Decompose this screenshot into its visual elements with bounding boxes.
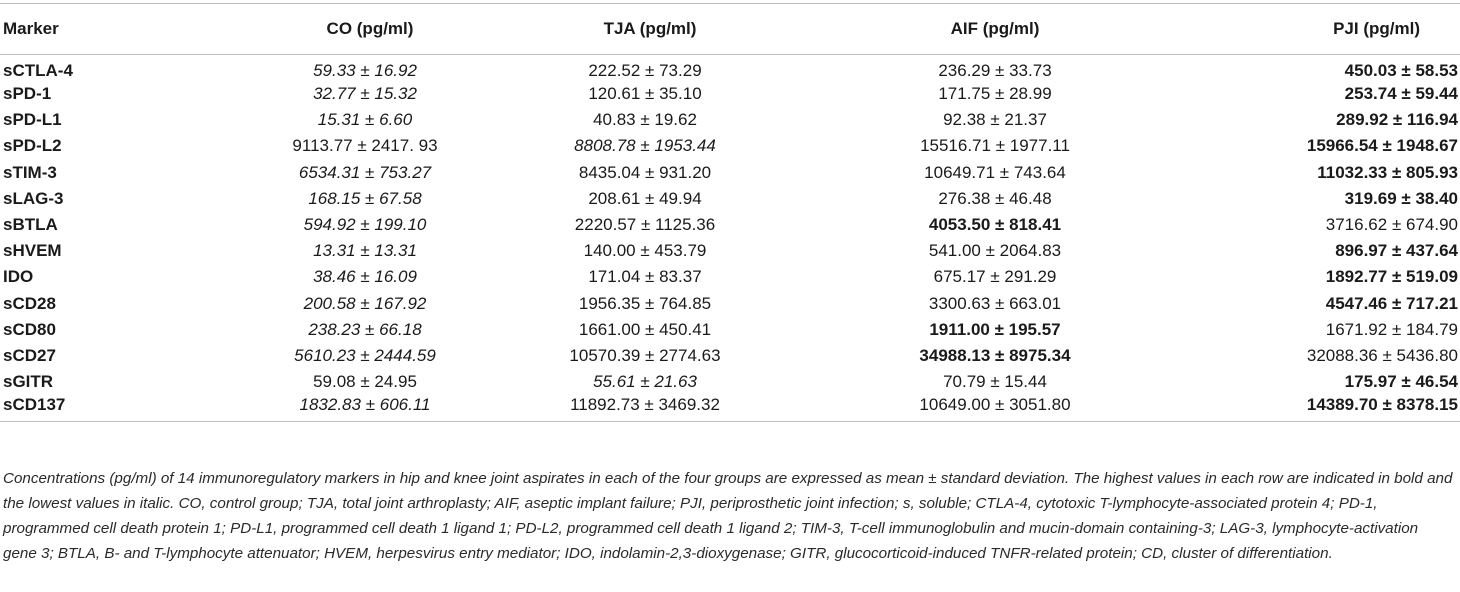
- cell-aif: 541.00 ± 2064.83: [928, 241, 1062, 261]
- cell-pji: 4547.46 ± 717.21: [1325, 293, 1458, 313]
- cell-aif: 1911.00 ± 195.57: [929, 319, 1061, 339]
- cell-marker: IDO: [3, 267, 34, 287]
- table-row: [0, 212, 1460, 238]
- cell-co: 13.31 ± 13.31: [313, 241, 417, 261]
- cell-tja: 171.04 ± 83.37: [588, 267, 702, 287]
- table-row: [0, 264, 1460, 290]
- cell-tja: 222.52 ± 73.29: [588, 61, 702, 80]
- cell-aif: 92.38 ± 21.37: [943, 110, 1047, 130]
- cell-aif: 70.79 ± 15.44: [943, 372, 1047, 392]
- cell-tja: 1661.00 ± 450.41: [578, 319, 712, 339]
- cell-pji: 11032.33 ± 805.93: [1317, 162, 1458, 182]
- cell-marker: sCD27: [3, 345, 56, 365]
- header-co: CO (pg/ml): [326, 19, 414, 38]
- cell-tja: 8808.78 ± 1953.44: [574, 136, 716, 156]
- cell-aif: 3300.63 ± 663.01: [928, 293, 1062, 313]
- cell-co: 32.77 ± 15.32: [313, 84, 417, 104]
- cell-pji: 289.92 ± 116.94: [1336, 110, 1458, 130]
- header-aif: AIF (pg/ml): [950, 19, 1040, 38]
- cell-tja: 8435.04 ± 931.20: [578, 162, 712, 182]
- cell-aif: 236.29 ± 33.73: [938, 61, 1052, 80]
- cell-co: 9113.77 ± 2417. 93: [292, 136, 438, 156]
- cell-marker: sCD137: [3, 395, 66, 415]
- cell-marker: sTIM-3: [3, 162, 57, 182]
- cell-co: 1832.83 ± 606.11: [299, 395, 431, 415]
- cell-pji: 450.03 ± 58.53: [1344, 61, 1458, 80]
- cell-aif: 10649.71 ± 743.64: [924, 162, 1066, 182]
- cell-tja: 2220.57 ± 1125.36: [574, 215, 716, 235]
- cell-co: 5610.23 ± 2444.59: [294, 345, 436, 365]
- cell-pji: 15966.54 ± 1948.67: [1306, 136, 1458, 156]
- table-row: [0, 186, 1460, 212]
- cell-tja: 11892.73 ± 3469.32: [570, 395, 720, 415]
- cell-aif: 276.38 ± 46.48: [938, 188, 1052, 208]
- header-tja: TJA (pg/ml): [603, 19, 697, 38]
- cell-marker: sPD-1: [3, 84, 52, 104]
- cell-aif: 4053.50 ± 818.41: [928, 215, 1062, 235]
- table-row: [0, 81, 1460, 107]
- table-row: [0, 55, 1460, 82]
- table-row: [0, 317, 1460, 343]
- cell-marker: sBTLA: [3, 215, 58, 235]
- cell-marker: sCTLA-4: [3, 61, 73, 80]
- cell-pji: 14389.70 ± 8378.15: [1306, 395, 1458, 415]
- cell-co: 594.92 ± 199.10: [303, 215, 427, 235]
- cell-tja: 140.00 ± 453.79: [583, 241, 707, 261]
- cell-pji: 175.97 ± 46.54: [1344, 372, 1458, 392]
- cell-pji: 1671.92 ± 184.79: [1325, 319, 1458, 339]
- table-row: [0, 395, 1460, 422]
- cell-marker: sGITR: [3, 372, 54, 392]
- table-row: [0, 369, 1460, 395]
- cell-tja: 1956.35 ± 764.85: [578, 293, 712, 313]
- table-row: [0, 160, 1460, 186]
- cell-co: 238.23 ± 66.18: [308, 319, 422, 339]
- table-row: [0, 238, 1460, 264]
- cell-pji: 1892.77 ± 519.09: [1325, 267, 1458, 287]
- cell-pji: 3716.62 ± 674.90: [1325, 215, 1458, 235]
- cell-marker: sPD-L2: [3, 136, 62, 156]
- cell-marker: sHVEM: [3, 241, 62, 261]
- cell-marker: sLAG-3: [3, 188, 64, 208]
- table-row: [0, 291, 1460, 317]
- cell-aif: 15516.71 ± 1977.11: [920, 136, 1070, 156]
- cell-aif: 675.17 ± 291.29: [933, 267, 1057, 287]
- table-row: [0, 107, 1460, 133]
- table-header: [0, 4, 1460, 55]
- header-row: [0, 4, 1460, 55]
- cell-co: 59.08 ± 24.95: [313, 372, 417, 392]
- cell-aif: 34988.13 ± 8975.34: [919, 345, 1071, 365]
- table-row: [0, 343, 1460, 369]
- cell-pji: 32088.36 ± 5436.80: [1306, 345, 1458, 365]
- cell-marker: sCD80: [3, 319, 56, 339]
- cell-aif: 171.75 ± 28.99: [938, 84, 1052, 104]
- marker-concentration-table: [0, 3, 1460, 422]
- cell-marker: sCD28: [3, 293, 56, 313]
- cell-co: 200.58 ± 167.92: [303, 293, 427, 313]
- cell-co: 59.33 ± 16.92: [313, 61, 417, 80]
- cell-pji: 319.69 ± 38.40: [1344, 188, 1458, 208]
- cell-aif: 10649.00 ± 3051.80: [919, 395, 1071, 415]
- table-caption: Concentrations (pg/ml) of 14 immunoregulatory markers in hip and knee joint aspirates in each of the four groups are expressed as mean ± standard deviation. The highest values in each row are indicated in bold and the lowest values in italic. CO, control group; TJA, total joint arthroplasty; AIF, aseptic implant failure; PJI, periprosthetic joint infection; s, soluble; CTLA-4, cytotoxic T-lymphocyte-associated protein 4; PD-1, programmed cell death protein 1; PD-L1, programmed cell death 1 ligand 1; PD-L2, programmed cell death 1 ligand 2; TIM-3, T-cell immunoglobulin and mucin-domain containing-3; LAG-3, lymphocyte-activation gene 3; BTLA, B- and T-lymphocyte attenuator; HVEM, herpesvirus entry mediator; IDO, indolamin-2,3-dioxygenase; GITR, glucocorticoid-induced TNFR-related protein; CD, cluster of differentiation.: [3, 470, 1453, 562]
- cell-pji: 253.74 ± 59.44: [1344, 84, 1458, 104]
- cell-co: 38.46 ± 16.09: [313, 267, 417, 287]
- cell-co: 15.31 ± 6.60: [317, 110, 413, 130]
- cell-co: 168.15 ± 67.58: [308, 188, 422, 208]
- cell-tja: 208.61 ± 49.94: [588, 188, 702, 208]
- cell-tja: 55.61 ± 21.63: [593, 372, 697, 392]
- table-row: [0, 133, 1460, 159]
- cell-tja: 40.83 ± 19.62: [593, 110, 697, 130]
- cell-tja: 10570.39 ± 2774.63: [569, 345, 721, 365]
- cell-marker: sPD-L1: [3, 110, 62, 130]
- cell-pji: 896.97 ± 437.64: [1335, 241, 1458, 261]
- header-marker: Marker: [3, 19, 59, 38]
- cell-tja: 120.61 ± 35.10: [588, 84, 702, 104]
- header-pji: PJI (pg/ml): [1333, 19, 1420, 38]
- cell-co: 6534.31 ± 753.27: [298, 162, 432, 182]
- table-body: [0, 55, 1460, 422]
